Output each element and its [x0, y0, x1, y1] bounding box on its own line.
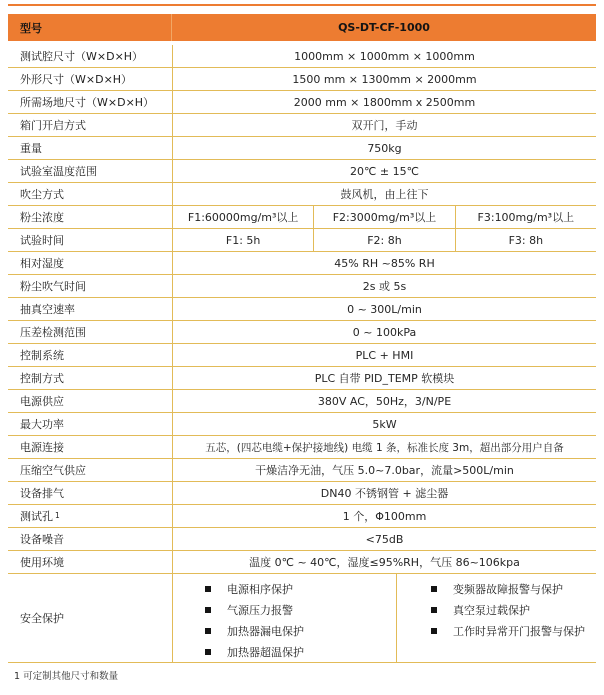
bullet-icon	[205, 607, 211, 613]
bullet-label: 真空泵过载保护	[453, 604, 530, 617]
table-row-dust-concentration	[8, 206, 596, 229]
list-item	[205, 600, 390, 621]
row-value-f1: F1:60000mg/m³以上	[172, 206, 313, 228]
bullet-label: 气源压力报警	[227, 604, 293, 617]
row-value: 45% RH ~85% RH	[172, 252, 596, 274]
list-item	[431, 600, 590, 621]
row-label	[8, 505, 172, 527]
row-label: 控制系统	[20, 349, 64, 362]
table-row-test-hole	[8, 505, 596, 528]
row-value-f1: F1: 5h	[172, 229, 313, 251]
list-item	[205, 642, 390, 663]
row-label: 吹尘方式	[20, 188, 64, 201]
table-row-relative-humidity	[8, 252, 596, 275]
row-label: 控制方式	[20, 372, 64, 385]
row-value: 双开门，手动	[172, 114, 596, 136]
table-row-door-type	[8, 114, 596, 137]
spec-table	[8, 14, 596, 663]
row-value: 温度 0℃ ~ 40℃，湿度≤95%RH，气压 86~106kpa	[172, 551, 596, 573]
bullet-icon	[431, 607, 437, 613]
row-label: 压差检测范围	[20, 326, 86, 339]
bullet-icon	[431, 628, 437, 634]
row-label: 电源连接	[20, 441, 64, 454]
row-value: 20℃ ± 15℃	[172, 160, 596, 182]
row-value: PLC 自带 PID_TEMP 软模块	[172, 367, 596, 389]
bullet-icon	[205, 649, 211, 655]
row-label: 最大功率	[20, 418, 64, 431]
row-value-f3: F3: 8h	[455, 229, 596, 251]
row-label: 箱门开启方式	[20, 119, 86, 132]
list-item	[431, 579, 590, 600]
row-value: 1500 mm × 1300mm × 2000mm	[172, 68, 596, 90]
row-label: 相对湿度	[20, 257, 64, 270]
row-label: 设备排气	[20, 487, 64, 500]
table-row-compressed-air	[8, 459, 596, 482]
row-label: 粉尘浓度	[20, 211, 64, 224]
header-model-label: 型号	[8, 14, 172, 41]
row-label: 粉尘吹气时间	[20, 280, 86, 293]
footnote-marker: 1	[55, 510, 60, 520]
row-value-f2: F2:3000mg/m³以上	[313, 206, 454, 228]
table-row-control-system	[8, 344, 596, 367]
row-value-f3: F3:100mg/m³以上	[455, 206, 596, 228]
table-row-test-time	[8, 229, 596, 252]
row-label: 试验室温度范围	[20, 165, 97, 178]
row-label: 使用环境	[20, 556, 64, 569]
table-footnote: 1 可定制其他尺寸和数量	[14, 671, 119, 682]
bullet-label: 工作时异常开门报警与保护	[453, 625, 585, 638]
table-row-max-power	[8, 413, 596, 436]
list-item	[205, 621, 390, 642]
table-row-dust-blow-time	[8, 275, 596, 298]
bullet-label: 加热器漏电保护	[227, 625, 304, 638]
row-label: 设备噪音	[20, 533, 64, 546]
row-value: 0 ~ 100kPa	[172, 321, 596, 343]
row-label: 试验时间	[20, 234, 64, 247]
row-value: 750kg	[172, 137, 596, 159]
list-item	[205, 579, 390, 600]
row-label: 测试腔尺寸（W×D×H）	[20, 50, 144, 63]
row-label: 电源供应	[20, 395, 64, 408]
row-value: 2000 mm × 1800mm x 2500mm	[172, 91, 596, 113]
table-row-dust-blow-method	[8, 183, 596, 206]
table-row-safety-protection	[8, 574, 596, 663]
safety-list-left	[172, 574, 396, 662]
row-value: 5kW	[172, 413, 596, 435]
table-row-test-chamber-size	[8, 45, 596, 68]
header-model-value: QS-DT-CF-1000	[338, 21, 430, 34]
table-row-operating-environment	[8, 551, 596, 574]
table-row-control-method	[8, 367, 596, 390]
row-label: 安全保护	[20, 612, 64, 625]
list-item	[431, 621, 590, 642]
table-row-vacuum-rate	[8, 298, 596, 321]
table-row-weight	[8, 137, 596, 160]
table-row-noise	[8, 528, 596, 551]
bullet-label: 加热器超温保护	[227, 646, 304, 659]
row-value: <75dB	[172, 528, 596, 550]
row-label: 压缩空气供应	[20, 464, 86, 477]
row-value: PLC + HMI	[172, 344, 596, 366]
table-row-pressure-diff-range	[8, 321, 596, 344]
bullet-label: 电源相序保护	[227, 583, 293, 596]
bullet-icon	[431, 586, 437, 592]
row-value: DN40 不锈钢管 + 滤尘器	[172, 482, 596, 504]
row-value: 1 个，Φ100mm	[172, 505, 596, 527]
safety-list-right	[396, 574, 596, 662]
row-value: 五芯，(四芯电缆+保护接地线) 电缆 1 条，标准长度 3m，超出部分用户自备	[172, 436, 596, 458]
table-row-outer-size	[8, 68, 596, 91]
bullet-label: 变频器故障报警与保护	[453, 583, 563, 596]
table-row-power-connection	[8, 436, 596, 459]
top-divider-rule	[8, 4, 596, 6]
row-value: 380V AC，50Hz，3/N/PE	[172, 390, 596, 412]
bullet-icon	[205, 586, 211, 592]
table-row-exhaust	[8, 482, 596, 505]
row-value: 1000mm × 1000mm × 1000mm	[172, 45, 596, 67]
bullet-icon	[205, 628, 211, 634]
row-value: 鼓风机，由上往下	[172, 183, 596, 205]
row-label: 所需场地尺寸（W×D×H）	[20, 96, 155, 109]
row-label: 重量	[20, 142, 42, 155]
row-label-text: 测试孔	[20, 510, 53, 523]
table-header-row	[8, 14, 596, 41]
row-value-f2: F2: 8h	[313, 229, 454, 251]
row-label: 外形尺寸（W×D×H）	[20, 73, 133, 86]
row-value: 2s 或 5s	[172, 275, 596, 297]
table-row-power-supply	[8, 390, 596, 413]
table-row-site-size	[8, 91, 596, 114]
table-row-temp-range	[8, 160, 596, 183]
row-value: 干燥洁净无油，气压 5.0~7.0bar，流量>500L/min	[172, 459, 596, 481]
row-label: 抽真空速率	[20, 303, 75, 316]
row-value: 0 ~ 300L/min	[172, 298, 596, 320]
